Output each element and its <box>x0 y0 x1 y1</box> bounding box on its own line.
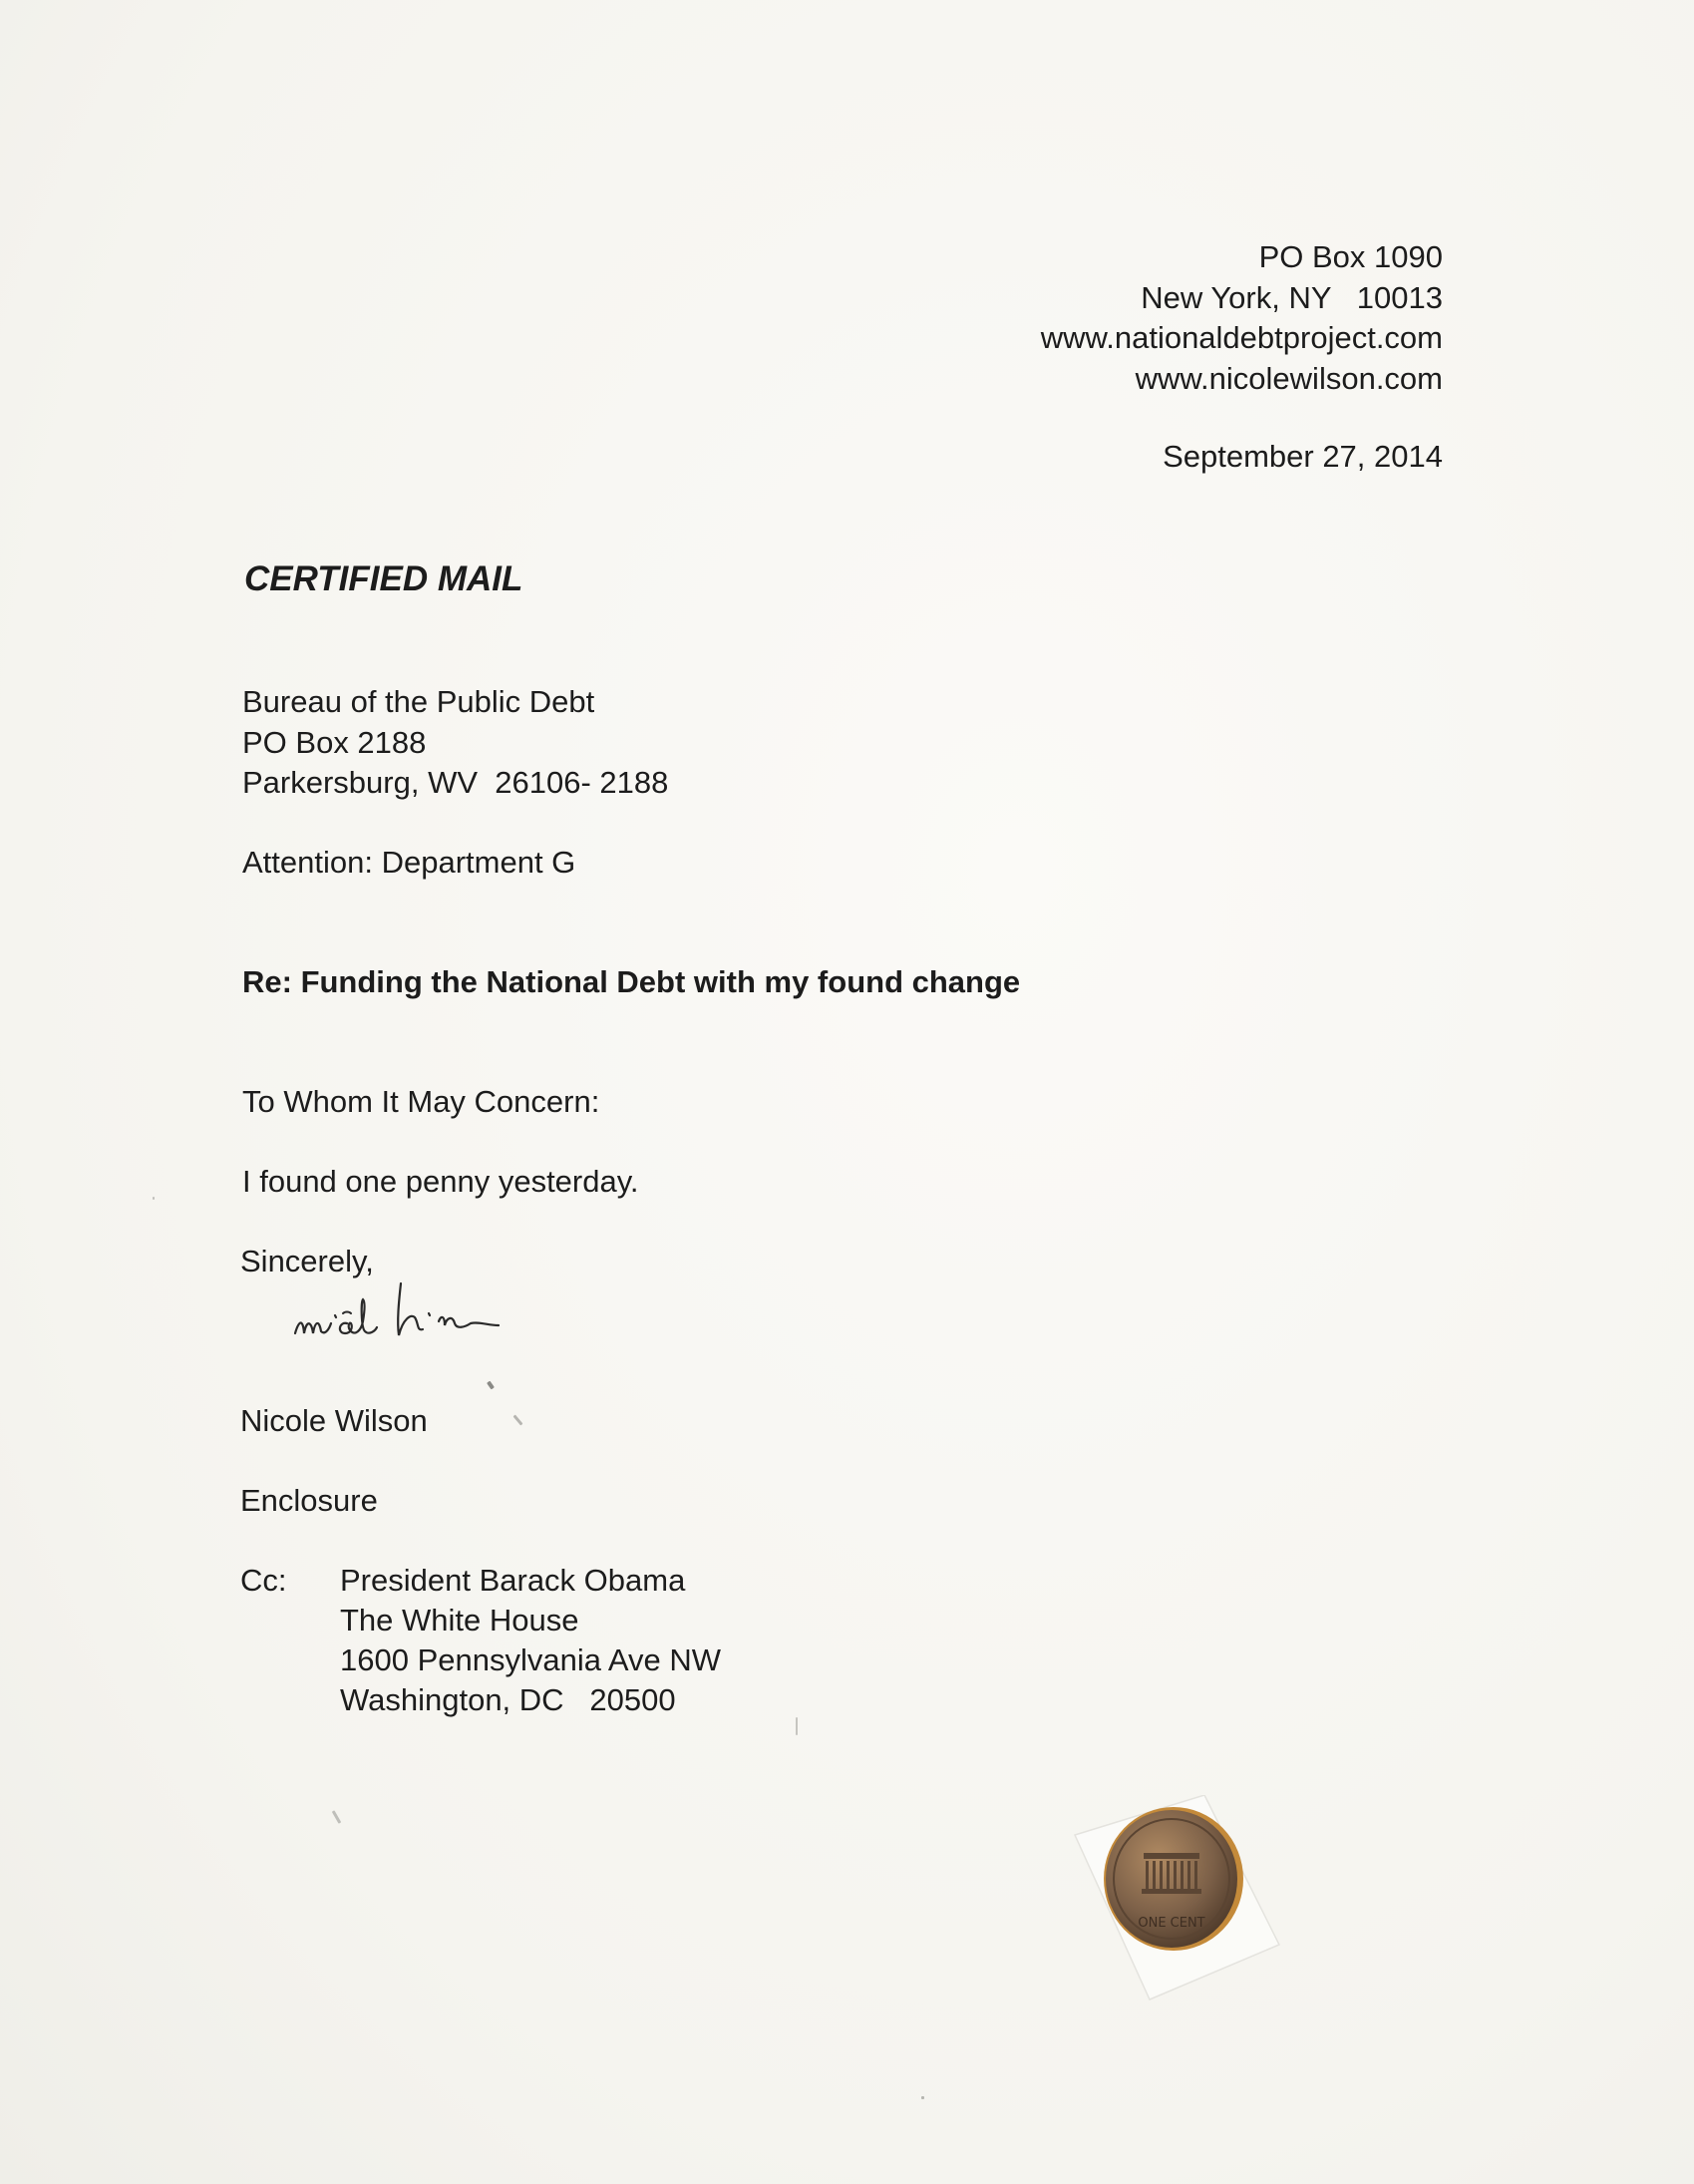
letter-date: September 27, 2014 <box>1163 439 1443 474</box>
sender-website: www.nationaldebtproject.com <box>1040 320 1443 355</box>
enclosure-note: Enclosure <box>240 1483 378 1518</box>
handwritten-signature <box>289 1272 618 1371</box>
letter-body: I found one penny yesterday. <box>242 1164 639 1199</box>
sender-website: www.nicolewilson.com <box>1135 360 1443 396</box>
signer-name: Nicole Wilson <box>240 1403 428 1438</box>
recipient-line: PO Box 2188 <box>242 724 427 760</box>
recipient-address <box>242 682 668 804</box>
recipient-line: Parkersburg, WV 26106- 2188 <box>242 765 669 800</box>
scan-speck <box>332 1810 342 1824</box>
closing: Sincerely, <box>240 1244 374 1278</box>
sender-line: PO Box 1090 <box>1258 239 1443 274</box>
salutation: To Whom It May Concern: <box>242 1084 600 1119</box>
scan-speck <box>921 2096 924 2099</box>
cc-line: President Barack Obama <box>340 1563 686 1598</box>
scan-speck <box>153 1197 155 1200</box>
cc-recipient <box>340 1561 721 1720</box>
cc-label: Cc: <box>240 1563 287 1598</box>
attention-line: Attention: Department G <box>242 845 576 880</box>
sender-address <box>1041 237 1443 399</box>
cc-line: The White House <box>340 1603 579 1638</box>
certified-mail-heading: CERTIFIED MAIL <box>244 559 523 598</box>
scan-speck <box>796 1717 798 1735</box>
cc-line: 1600 Pennsylvania Ave NW <box>340 1642 721 1677</box>
cc-line: Washington, DC 20500 <box>340 1682 676 1717</box>
recipient-line: Bureau of the Public Debt <box>242 684 595 719</box>
scan-speck <box>512 1414 522 1425</box>
subject-line: Re: Funding the National Debt with my found change <box>242 964 1021 999</box>
penny-icon <box>1102 1805 1246 1953</box>
sender-line: New York, NY 10013 <box>1141 279 1443 315</box>
penny-inscription: ONE CENT <box>1138 1916 1205 1931</box>
scan-speck <box>487 1381 495 1390</box>
